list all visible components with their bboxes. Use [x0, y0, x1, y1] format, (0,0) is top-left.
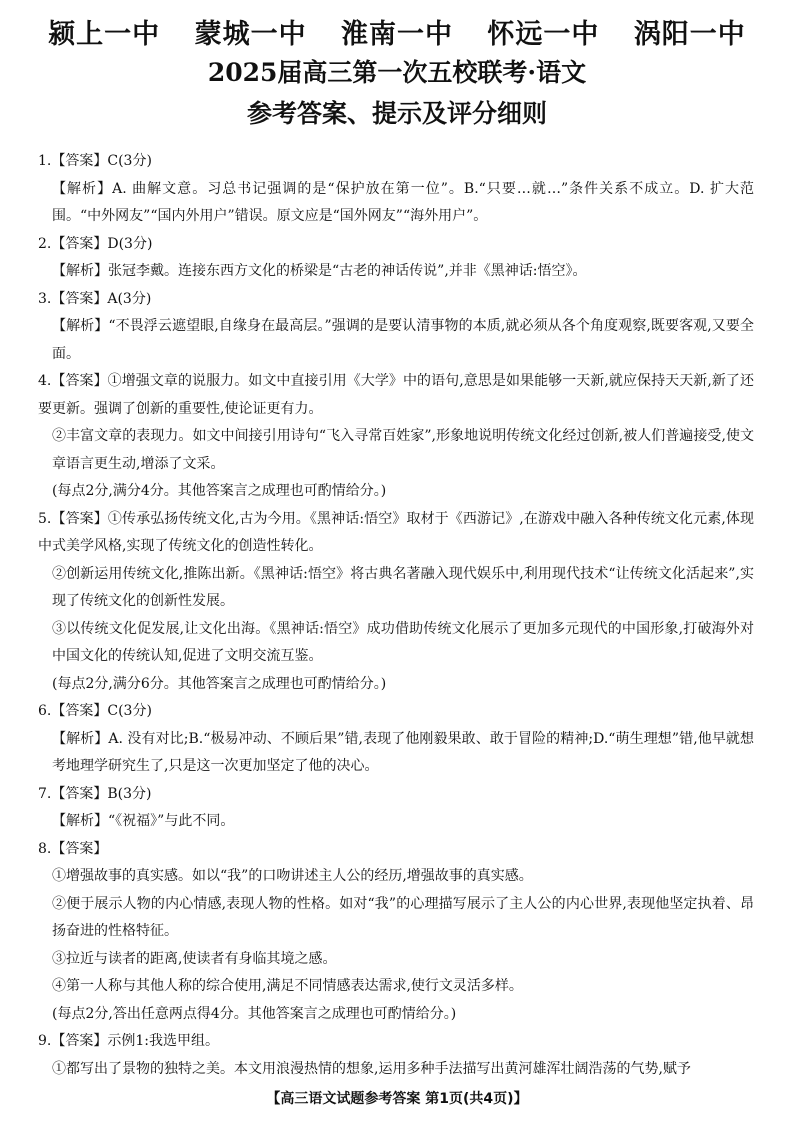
school-name: 颍上一中 [48, 19, 161, 50]
school-name: 淮南一中 [341, 19, 453, 50]
answer-paragraph: (每点2分,满分6分。其他答案言之成理也可酌情给分。) [52, 675, 387, 692]
answer-paragraph: (每点2分,答出任意两点得4分。其他答案言之成理也可酌情给分。) [52, 1005, 457, 1022]
school-names [0, 12, 794, 51]
page-footer: 【高三语文试题参考答案 第1页(共4页)】 [266, 1091, 528, 1107]
answer-paragraph: ③拉近与读者的距离,使读者有身临其境之感。 [52, 950, 337, 967]
answer-paragraph: 9.【答案】示例1:我选甲组。 [38, 1033, 219, 1049]
exam-title: 2025届高三第一次五校联考·语文 [207, 58, 587, 87]
answer-paragraph: 8.【答案】 [38, 840, 108, 857]
answer-paragraph: 6.【答案】C(3分) [38, 703, 152, 719]
school-name: 涡阳一中 [633, 19, 746, 50]
answer-paragraph: ②创新运用传统文化,推陈出新。《黑神话:悟空》将古典名著融入现代娱乐中,利用现代技术“让传统文化活起来”,实现了传统文化的创新性发展。 [52, 565, 754, 609]
answer-paragraph: 4.【答案】①增强文章的说服力。如文中直接引用《大学》中的语句,意思是如果能够一天新,就应保持天天新,新了还要更新。强调了创新的重要性,使论证更有力。 [38, 373, 754, 417]
answer-paragraph: ①增强故事的真实感。如以“我”的口吻讲述主人公的经历,增强故事的真实感。 [52, 868, 533, 884]
answer-paragraph: 2.【答案】D(3分) [38, 235, 153, 252]
answer-paragraph: ②便于展示人物的内心情感,表现人物的性格。如对“我”的心理描写展示了主人公的内心世界,表现他坚定执着、昂扬奋进的性格特征。 [52, 895, 754, 939]
document-subtitle: 参考答案、提示及评分细则 [246, 99, 547, 128]
answer-paragraph: 【解析】“《祝福》”与此不同。 [52, 813, 235, 829]
answer-body [38, 148, 754, 1083]
answer-paragraph: (每点2分,满分4分。其他答案言之成理也可酌情给分。) [52, 483, 387, 499]
answer-paragraph: 5.【答案】①传承弘扬传统文化,古为今用。《黑神话:悟空》取材于《西游记》,在游戏中融入各种传统文化元素,体现中式美学风格,实现了传统文化的创造性转化。 [38, 510, 754, 554]
answer-paragraph: ④第一人称与其他人称的综合使用,满足不同情感表达需求,使行文灵活多样。 [52, 978, 523, 994]
answer-paragraph: 7.【答案】B(3分) [38, 785, 152, 802]
answer-paragraph: 【解析】A. 没有对比;B.“极易冲动、不顾后果”错,表现了他刚毅果敢、敢于冒险的精神;D.“萌生理想”错,他早就想考地理学研究生了,只是这一次更加坚定了他的决心。 [52, 730, 754, 774]
answer-paragraph: ③以传统文化促发展,让文化出海。《黑神话:悟空》成功借助传统文化展示了更加多元现代的中国形象,打破海外对中国文化的传统认知,促进了文明交流互鉴。 [52, 620, 754, 664]
answer-paragraph: 3.【答案】A(3分) [38, 290, 152, 307]
school-name: 怀远一中 [487, 19, 600, 50]
answer-paragraph: 1.【答案】C(3分) [38, 153, 152, 169]
school-name: 蒙城一中 [194, 19, 307, 50]
answer-paragraph: ①都写出了景物的独特之美。本文用浪漫热情的想象,运用多种手法描写出黄河雄浑壮阔浩荡的气势,赋予 [52, 1060, 691, 1077]
answer-paragraph: 【解析】张冠李戴。连接东西方文化的桥梁是“古老的神话传说”,并非《黑神话:悟空》。 [52, 263, 587, 279]
answer-paragraph: 【解析】A. 曲解文意。习总书记强调的是“保护放在第一位”。B.“只要…就…”条件关系不成立。D. 扩大范围。“中外网友”“国内外用户”错误。原文应是“国外网友”“海外用户”。 [52, 180, 754, 224]
answer-paragraph: ②丰富文章的表现力。如文中间接引用诗句“飞入寻常百姓家”,形象地说明传统文化经过创新,被人们普遍接受,使文章语言更生动,增添了文采。 [52, 428, 754, 472]
answer-paragraph: 【解析】“不畏浮云遮望眼,自缘身在最高层。”强调的是要认清事物的本质,就必须从各个角度观察,既要客观,又要全面。 [52, 318, 754, 362]
